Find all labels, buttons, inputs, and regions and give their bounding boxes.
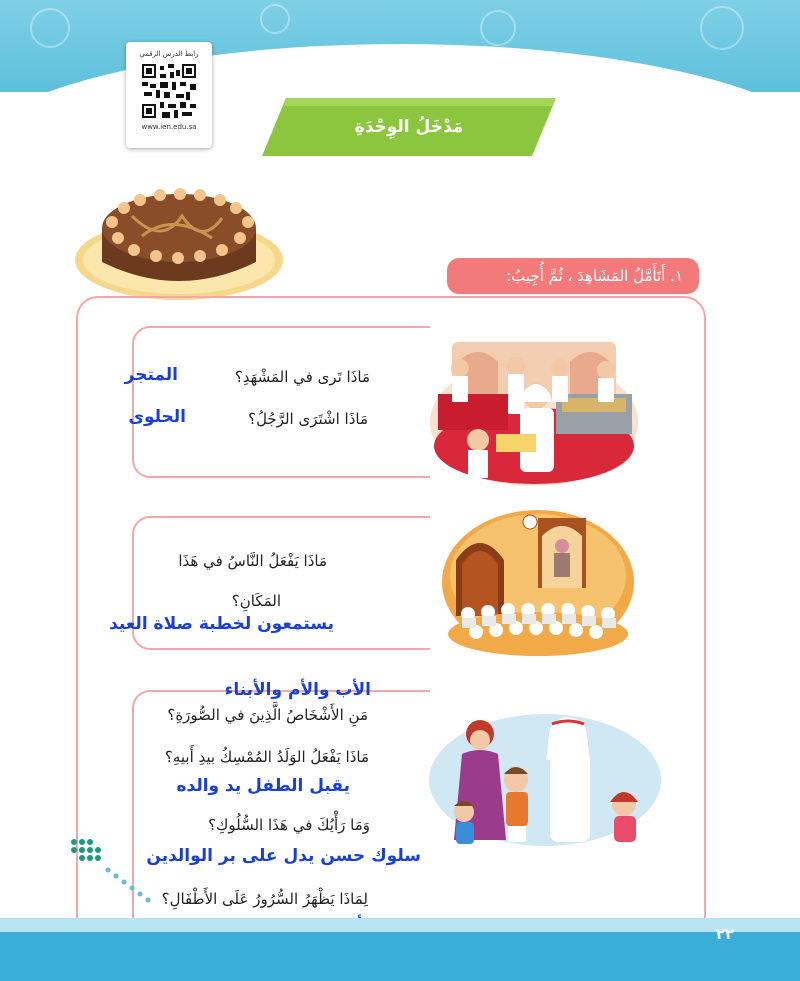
bottom-banner [0,918,800,981]
top-banner [0,0,800,92]
scene3-question-1: مَنِ الأَشْخَاصُ الَّذِينَ في الصُّورَةِ؟ [167,706,368,724]
unit-title: مَدْخَلُ الوِحْدَةِ [354,117,464,137]
qr-label: رابط الدرس الرقمي [139,50,199,58]
scene1-answer-1[interactable]: المتجر [124,365,178,385]
scene1-answer-2[interactable]: الحلوى [128,407,186,427]
decor-circle [260,4,290,34]
decor-circle [480,10,516,46]
mosque-scene-illustration [440,506,636,656]
scene3-answer-3[interactable]: سلوك حسن يدل على بر الوالدين [146,846,421,866]
scene3-question-4: لِمَاذَا يَظْهَرُ السُّرُورُ عَلَى الأَطْفَالِ؟ [161,890,368,908]
scene1-question-1: مَاذَا تَرى في المَشْهَدِ؟ [234,368,370,386]
activity-header: ١. أَتَأَمَّلُ المَشَاهِدَ ، ثُمَّ أُجِيبُ: [447,258,699,294]
scene2-question-line-2: المَكَانِ؟ [231,592,281,610]
scene2-question-line-1: مَاذَا يَفْعَلُ النَّاسُ في هَذَا [178,552,327,570]
scene3-question-2: مَاذَا يَفْعَلُ الوَلَدُ المُمْسِكُ بيدِ أَبيهِ؟ [164,748,369,766]
scene3-question-3: وَمَا رَأْيُكَ في هَذَا السُّلُوكِ؟ [208,816,370,834]
scene2-answer-1[interactable]: يستمعون لخطبة صلاة العيد [109,614,334,634]
unit-title-banner [262,98,556,156]
decor-circle [30,8,70,48]
decor-circle [700,6,744,50]
qr-code-icon[interactable] [142,64,196,118]
scene1-question-2: مَاذَا اشْتَرَى الرَّجُلُ؟ [248,410,368,428]
decorative-dots [68,836,172,908]
question-box-1 [132,326,430,478]
question-box-3 [132,690,430,918]
banner-curve [0,44,800,92]
scene3-answer-0[interactable]: الأب والأم والأبناء [224,680,371,700]
page-number: ٢٢ [715,925,735,943]
qr-card[interactable] [126,42,212,148]
cake-illustration [72,176,286,304]
qr-url[interactable]: www.ien.edu.sa [141,123,197,131]
family-scene-illustration [428,700,662,846]
bottom-strip [0,918,800,932]
shop-scene-illustration [428,322,640,488]
scene3-answer-2[interactable]: يقبل الطفل يد والده [176,776,350,796]
